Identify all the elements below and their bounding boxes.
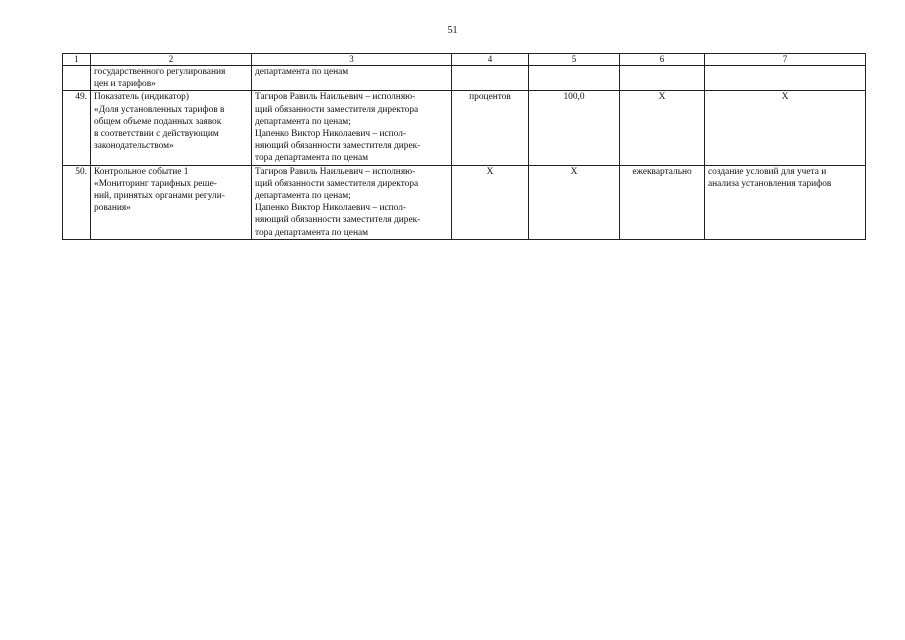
header-col-6: 6 xyxy=(620,54,705,66)
responsible-person-line: няющий обязанности заместителя дирек- xyxy=(255,215,421,226)
responsible-person-line: Цапенко Виктор Николаевич – испол- xyxy=(255,203,407,214)
responsible-person-line: тора департамента по ценам xyxy=(255,153,369,164)
page-number: 51 xyxy=(447,25,458,36)
responsible-person-line: щий обязанности заместителя директора xyxy=(255,104,419,115)
responsible-person-line: Тагиров Равиль Наильевич – исполняю- xyxy=(255,92,416,103)
row-number: 50. xyxy=(63,165,91,239)
table-row xyxy=(63,66,866,91)
event-name-line: Контрольное событие 1 xyxy=(94,166,189,177)
plan-table xyxy=(62,53,866,240)
responsible-person-line: тора департамента по ценам xyxy=(255,227,369,238)
responsible-person-line: Тагиров Равиль Наильевич – исполняю- xyxy=(255,166,416,177)
table-row xyxy=(63,165,866,239)
event-name-line: «Доля установленных тарифов в xyxy=(94,104,225,115)
event-name xyxy=(91,165,252,239)
period-cell xyxy=(620,66,705,91)
event-name xyxy=(91,66,252,91)
responsible-person xyxy=(252,66,452,91)
value-cell: 100,0 xyxy=(529,91,620,165)
result-cell-line: анализа установления тарифов xyxy=(708,178,832,189)
responsible-person-line: департамента по ценам; xyxy=(255,116,351,127)
result-cell: X xyxy=(705,91,866,165)
header-col-1: 1 xyxy=(63,54,91,66)
unit-cell xyxy=(452,66,529,91)
period-cell: X xyxy=(620,91,705,165)
event-name-line: цен и тарифов» xyxy=(94,79,156,90)
table-body xyxy=(63,66,866,240)
result-cell xyxy=(705,165,866,239)
period-cell: ежеквартально xyxy=(620,165,705,239)
responsible-person xyxy=(252,91,452,165)
event-name-line: общем объеме поданных заявок xyxy=(94,116,222,127)
table-row xyxy=(63,91,866,165)
result-cell xyxy=(705,66,866,91)
responsible-person-line: Цапенко Виктор Николаевич – испол- xyxy=(255,129,407,140)
header-col-2: 2 xyxy=(91,54,252,66)
event-name-line: Показатель (индикатор) xyxy=(94,92,189,103)
event-name xyxy=(91,91,252,165)
event-name-line: рования» xyxy=(94,203,131,214)
responsible-person-line: департамента по ценам; xyxy=(255,191,351,202)
responsible-person-line: департамента по ценам xyxy=(255,67,349,77)
value-cell xyxy=(529,66,620,91)
event-name-line: «Мониторинг тарифных реше- xyxy=(94,178,217,189)
event-name-line: государственного регулирования xyxy=(94,67,226,77)
header-col-5: 5 xyxy=(529,54,620,66)
unit-cell: X xyxy=(452,165,529,239)
header-col-4: 4 xyxy=(452,54,529,66)
event-name-line: законодательством» xyxy=(94,141,174,152)
row-number: 49. xyxy=(63,91,91,165)
header-col-3: 3 xyxy=(252,54,452,66)
event-name-line: в соответствии с действующим xyxy=(94,129,219,140)
responsible-person xyxy=(252,165,452,239)
header-col-7: 7 xyxy=(705,54,866,66)
header-row xyxy=(63,54,866,66)
responsible-person-line: щий обязанности заместителя директора xyxy=(255,178,419,189)
result-cell-line: создание условий для учета и xyxy=(708,166,827,177)
event-name-line: ний, принятых органами регули- xyxy=(94,191,225,202)
value-cell: X xyxy=(529,165,620,239)
row-number xyxy=(63,66,91,91)
responsible-person-line: няющий обязанности заместителя дирек- xyxy=(255,141,421,152)
unit-cell: процентов xyxy=(452,91,529,165)
